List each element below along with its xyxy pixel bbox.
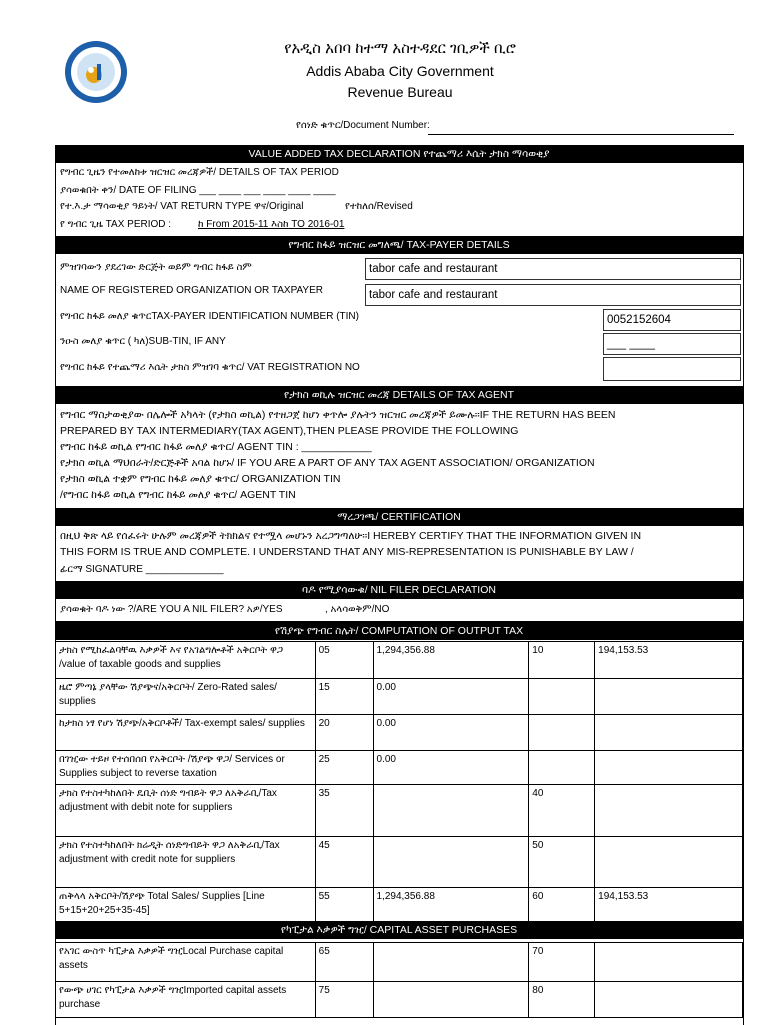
table-row bbox=[56, 982, 743, 1018]
row-description: ታክስ የተስተካከለበት ዴቢት ሰነድ ግብይት ዋጋ ለአቅራቢ/Tax adjustment with debit note for suppliers bbox=[56, 785, 316, 837]
output-tax-table bbox=[55, 641, 743, 923]
amount-cell[interactable] bbox=[373, 837, 529, 888]
sub-tin-field[interactable]: ___ ____ bbox=[603, 333, 741, 355]
line-number: 40 bbox=[529, 785, 595, 837]
table-row bbox=[56, 943, 743, 982]
nil-filer-bar: ባዶ የሚያሳውቁ/ NIL FILER DECLARATION bbox=[55, 581, 743, 599]
tax-amount-cell[interactable]: 194,153.53 bbox=[595, 642, 743, 679]
nil-filer-question[interactable]: ያሳወቁት ባዶ ነው ?/ARE YOU A NIL FILER? አዎ/YES bbox=[60, 604, 283, 615]
vat-return-type-label[interactable]: የተ.እ.ታ ማሳወቂያ ዓይነት/ VAT RETURN TYPE ዋና/Original bbox=[60, 201, 304, 212]
tax-amount-cell[interactable] bbox=[595, 943, 743, 982]
page-title-amharic: የአዲስ አበባ ከተማ አስተዳደር ገቢዎች ቢሮ bbox=[284, 40, 516, 57]
tax-amount-cell[interactable] bbox=[595, 785, 743, 837]
org-name-am-label: ምዝገባውን ያደረገው ድርጅት ወይም ግብር ከፋይ ስም bbox=[60, 262, 252, 273]
line-number bbox=[529, 751, 595, 785]
amount-cell[interactable] bbox=[373, 982, 529, 1018]
table-row bbox=[56, 785, 743, 837]
line-number: 75 bbox=[315, 982, 373, 1018]
amount-cell[interactable] bbox=[373, 785, 529, 837]
nil-filer-no-option[interactable]: , አላሳወቅም/NO bbox=[325, 604, 390, 615]
tax-amount-cell[interactable] bbox=[595, 837, 743, 888]
line-number: 50 bbox=[529, 837, 595, 888]
vat-registration-field[interactable] bbox=[603, 357, 741, 381]
tax-period-value: ከ From 2015-11 እስከ TO 2016-01 bbox=[198, 219, 345, 230]
line-number: 35 bbox=[315, 785, 373, 837]
capital-assets-bar: የካፒታል እቃዎች ግዢ/ CAPITAL ASSET PURCHASES bbox=[55, 921, 743, 939]
row-description: የውጭ ሀገር የካፒታል እቃዎች ግዢImported capital assets purchase bbox=[56, 982, 316, 1018]
details-period-label: የግብር ጊዜን የተመለከቱ ዝርዝር መረጃዎች/ DETAILS OF TAX PERIOD bbox=[60, 167, 339, 178]
tax-period-label: የ ግብር ጊዜ TAX PERIOD : bbox=[60, 219, 172, 230]
table-row bbox=[56, 715, 743, 751]
amount-cell[interactable]: 0.00 bbox=[373, 751, 529, 785]
tax-amount-cell[interactable]: 194,153.53 bbox=[595, 888, 743, 923]
line-number bbox=[529, 679, 595, 715]
page-title-line2: Revenue Bureau bbox=[347, 84, 453, 100]
line-number: 60 bbox=[529, 888, 595, 923]
amount-cell[interactable]: 1,294,356.88 bbox=[373, 888, 529, 923]
table-row bbox=[56, 888, 743, 923]
bureau-logo bbox=[64, 40, 128, 104]
table-row bbox=[56, 751, 743, 785]
org-name-en-label: NAME OF REGISTERED ORGANIZATION OR TAXPAYER bbox=[60, 285, 323, 296]
tax-amount-cell[interactable] bbox=[595, 715, 743, 751]
row-description: የአገር ውስጥ ካፒታል እቃዎች ግዢLocal Purchase capital assets bbox=[56, 943, 316, 982]
line-number bbox=[529, 715, 595, 751]
org-name-am-field[interactable]: tabor cafe and restaurant bbox=[365, 258, 741, 280]
line-number: 10 bbox=[529, 642, 595, 679]
agent-tin-field[interactable]: የግብር ከፋይ ወኪል የግብር ከፋይ መለያ ቁጥር/ AGENT TIN : ____________ bbox=[60, 441, 372, 453]
document-number-label: የሰነድ ቁጥር/Document Number: bbox=[296, 120, 430, 131]
revised-option[interactable]: የተከለሰ/Revised bbox=[345, 201, 413, 212]
row-description: በገዢው ተይዞ የተሰበሰበ የአቅርቦት /ሽያጭ ዋጋ/ Services or Supplies subject to reverse taxation bbox=[56, 751, 316, 785]
certification-line2: THIS FORM IS TRUE AND COMPLETE. I UNDERSTAND THAT ANY MIS-REPRESENTATION IS PUNISHABLE BY LAW / bbox=[60, 546, 634, 558]
amount-cell[interactable] bbox=[373, 943, 529, 982]
document-number-field[interactable] bbox=[428, 134, 734, 135]
line-number: 55 bbox=[315, 888, 373, 923]
org-name-en-field[interactable]: tabor cafe and restaurant bbox=[365, 284, 741, 306]
row-description: ታክስ የሚከፈልባቸዉ እቃዎች እና የአገልግሎቶች አቅርቦት ዋጋ /value of taxable goods and supplies bbox=[56, 642, 316, 679]
line-number: 65 bbox=[315, 943, 373, 982]
table-row bbox=[56, 642, 743, 679]
output-tax-bar: የሽያጭ የግብር ስሌት/ COMPUTATION OF OUTPUT TAX bbox=[55, 622, 743, 640]
certification-bar: ማረጋገጫ/ CERTIFICATION bbox=[55, 508, 743, 526]
agent-instruction-line1: የግብር ማስታወቂያው በሌሎች አካላት (የታክስ ወኪል) የተዘጋጀ ከሆነ ቀጥሎ ያሉትን ዝርዝር መረጃዎች ይሙሉ፡፡IF THE RETURN HAS BEEN bbox=[60, 409, 616, 421]
agent-tin-field-2[interactable]: /የግብር ከፋይ ወኪል የግብር ከፋይ መለያ ቁጥር/ AGENT TIN bbox=[60, 489, 296, 501]
line-number: 80 bbox=[529, 982, 595, 1018]
certification-line1: በዚህ ቅጽ ላይ የሰፈሩት ሁሉም መረጃዎች ትክክልና የተሟላ መሆኑን አረጋግጣለሁ፡፡I HEREBY CERTIFY THAT THE INFORMATION GIVEN IN bbox=[60, 530, 642, 542]
sub-tin-label: ንዑስ መለያ ቁጥር ( ካለ)SUB-TIN, IF ANY bbox=[60, 336, 226, 347]
line-number: 25 bbox=[315, 751, 373, 785]
row-description: ከታክስ ነፃ የሆነ ሽያጭ/አቅርቦቶች/ Tax-exempt sales/ supplies bbox=[56, 715, 316, 751]
amount-cell[interactable]: 0.00 bbox=[373, 715, 529, 751]
table-row bbox=[56, 679, 743, 715]
amount-cell[interactable]: 1,294,356.88 bbox=[373, 642, 529, 679]
signature-field[interactable]: ፊርማ SIGNATURE ______________ bbox=[60, 564, 224, 575]
tax-amount-cell[interactable] bbox=[595, 679, 743, 715]
row-description: ዜሮ ምጣኔ ያላቸው ሽያጭና/አቅርቦት/ Zero-Rated sales/ supplies bbox=[56, 679, 316, 715]
amount-cell[interactable]: 0.00 bbox=[373, 679, 529, 715]
taxpayer-bar: የግብር ከፋይ ዝርዝር መግለጫ/ TAX-PAYER DETAILS bbox=[55, 236, 743, 254]
tin-field[interactable]: 0052152604 bbox=[603, 309, 741, 331]
tax-amount-cell[interactable] bbox=[595, 982, 743, 1018]
declaration-bar: VALUE ADDED TAX DECLARATION የተጨማሪ እሴት ታክስ ማሳወቂያ bbox=[55, 145, 743, 163]
line-number: 70 bbox=[529, 943, 595, 982]
tax-agent-bar: የታክስ ወኪሉ ዝርዝር መረጃ DETAILS OF TAX AGENT bbox=[55, 386, 743, 404]
tax-amount-cell[interactable] bbox=[595, 751, 743, 785]
table-row bbox=[56, 837, 743, 888]
agent-instruction-line2: PREPARED BY TAX INTERMEDIARY(TAX AGENT),THEN PLEASE PROVIDE THE FOLLOWING bbox=[60, 425, 519, 437]
line-number: 05 bbox=[315, 642, 373, 679]
organization-tin-field[interactable]: የታክስ ወኪል ተቋም የግብር ከፋይ መለያ ቁጥር/ ORGANIZATION TIN bbox=[60, 473, 341, 485]
line-number: 45 bbox=[315, 837, 373, 888]
line-number: 20 bbox=[315, 715, 373, 751]
line-number: 15 bbox=[315, 679, 373, 715]
capital-assets-table bbox=[55, 942, 743, 1018]
page-title-line1: Addis Ababa City Government bbox=[306, 63, 494, 79]
row-description: ታክስ የተስተካከለበት ክሬዲት ሰነድግብይት ዋጋ ለአቅራቢ/Tax adjustment with credit note for suppliers bbox=[56, 837, 316, 888]
row-description: ጠቅላላ አቅርቦት/ሽያጭ Total Sales/ Supplies [Line 5+15+20+25+35-45] bbox=[56, 888, 316, 923]
date-of-filing-label[interactable]: ያሳወቁበት ቀን/ DATE OF FILING ___ ____ ___ ____ ____ ____ bbox=[60, 185, 336, 196]
agent-association-label: የታክስ ወኪል ማህበራት/ድርጅቶች አባል ከሆኑ/ IF YOU ARE A PART OF ANY TAX AGENT ASSOCIATION/ ORGANIZATION bbox=[60, 457, 595, 469]
vat-registration-label: የግብር ከፋይ የተጨማሪ እሴት ታክስ ምዝገባ ቁጥር/ VAT REGISTRATION NO bbox=[60, 362, 360, 373]
tin-label: የግብር ከፋይ መለያ ቁጥርTAX-PAYER IDENTIFICATION NUMBER (TIN) bbox=[60, 311, 359, 322]
